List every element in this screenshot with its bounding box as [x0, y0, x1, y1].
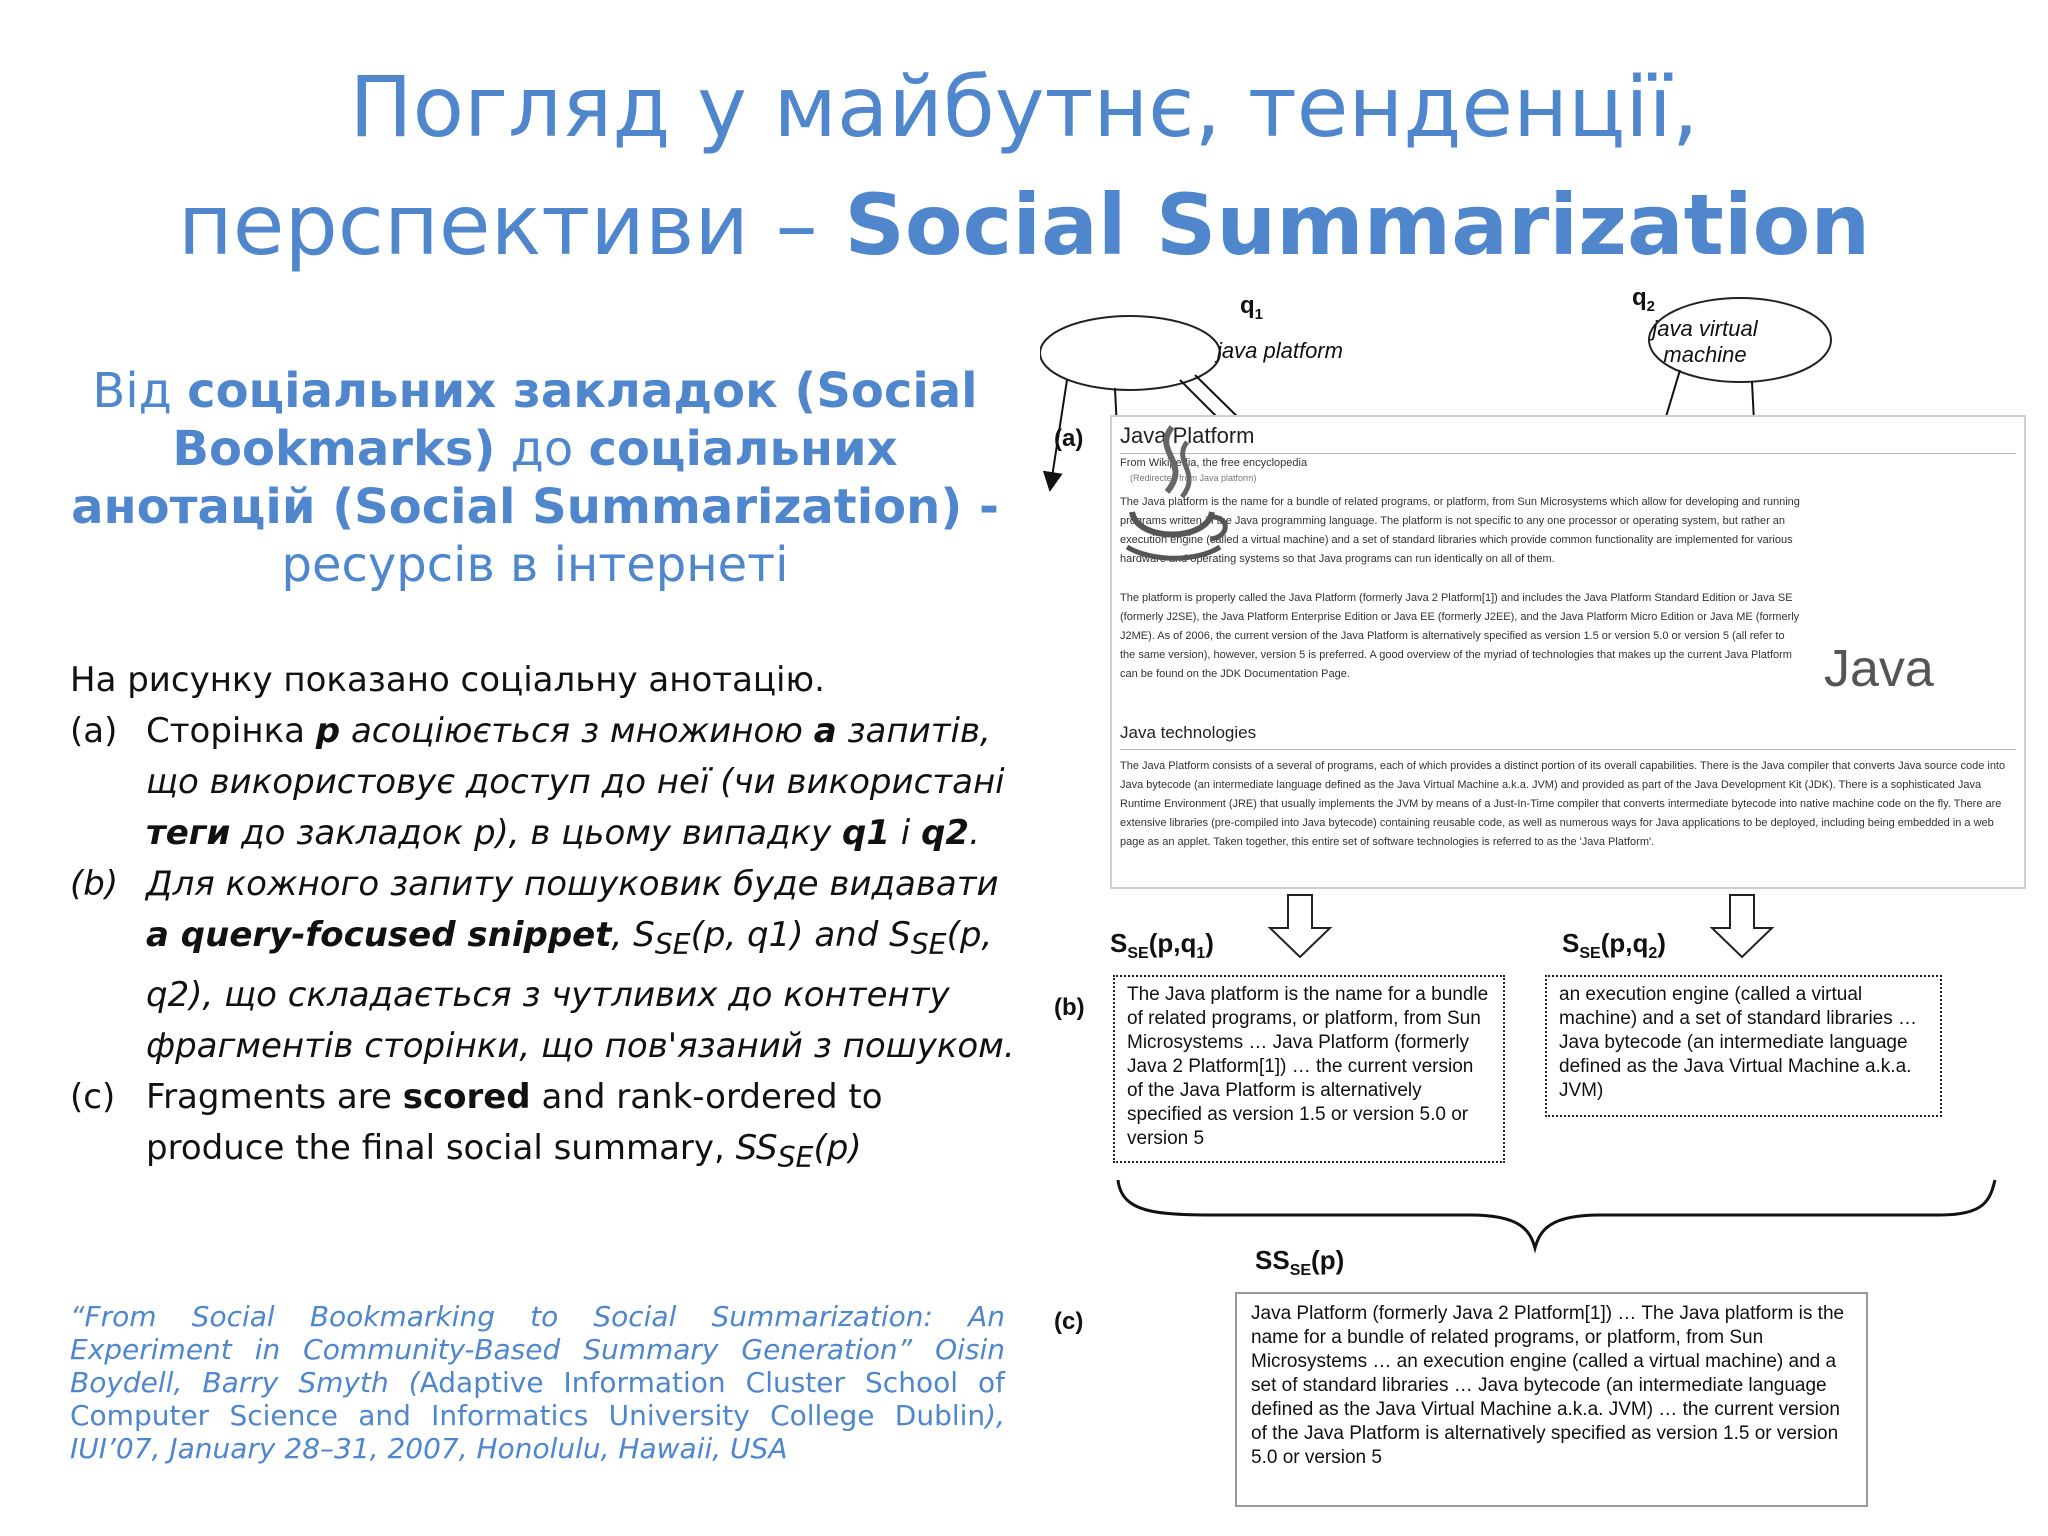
- snippet-q2-args: (p,q: [1600, 928, 1649, 958]
- body-text: [70, 655, 1030, 1183]
- title-line-1: Погляд у майбутнє, тенденції,: [349, 58, 1699, 156]
- intro-line: На рисунку показано соціальну анотацію.: [70, 660, 825, 700]
- list-item-c: [70, 1072, 1030, 1183]
- subtitle: [70, 362, 1000, 594]
- q2-oval-text: java virtual machine: [1652, 316, 1758, 367]
- figure-label-c: (c): [1054, 1308, 1084, 1335]
- item-b-text: [146, 859, 1030, 1072]
- item-c-b1: scored: [402, 1076, 531, 1117]
- citation-part2: Adaptive Information Cluster School of Computer Science and Informatics University College Dublin: [70, 1366, 1005, 1432]
- wiki-redirect: (Redirected from Java platform): [1130, 473, 1257, 483]
- social-summary-ss: SS: [1255, 1245, 1290, 1275]
- item-b-b1: a query-focused snippet: [146, 915, 612, 955]
- social-summary-box: Java Platform (formerly Java 2 Platform[1]) … The Java platform is the name for a bundle of related programs, or platform, from Sun Microsystems … an execution engine (called a virtual machine) and a set of standard libraries … Java bytecode (an intermediate language defined as the Java Virtual Machine a.k.a. JVM) … the current version of the Java Platform is alternatively specified as version 1.5 or version 5.0 or version 5: [1235, 1292, 1868, 1507]
- wiki-page-excerpt: [1110, 415, 2026, 889]
- snippet-q1-label: [1110, 928, 1214, 963]
- q2-label: [1632, 284, 1655, 315]
- item-c-t2: and rank-ordered to produce the final social summary,: [146, 1076, 883, 1168]
- citation-part1: “From Social Bookmarking to Social Summarization: An Experiment in Community-Based Summary Generation” Oisin Boydell, Barry Smyth (: [70, 1300, 1005, 1399]
- item-a-t4: до закладок p), в цьому випадку: [230, 813, 842, 853]
- q1-oval-text: java platform: [1217, 338, 1343, 363]
- wiki-from: From Wikipedia, the free encyclopedia: [1120, 457, 1308, 469]
- item-c-t4: (p): [813, 1127, 862, 1168]
- q1-letter: q: [1240, 292, 1255, 319]
- snippet-q2-sub: SE: [1579, 945, 1601, 963]
- snippet-q2-q: 2: [1648, 945, 1658, 963]
- item-a-b4: q1: [842, 813, 890, 853]
- snippet-q1-q: 1: [1196, 945, 1206, 963]
- q2-sub: 2: [1646, 297, 1656, 315]
- citation: [70, 1300, 1005, 1465]
- figure-label-b: (b): [1054, 994, 1085, 1021]
- list-item-b: [70, 859, 1030, 1072]
- java-logo-word: Java: [1824, 640, 1934, 698]
- item-a-label: (a): [70, 711, 118, 751]
- item-b-sub1: SE: [654, 927, 691, 961]
- curly-brace: [1118, 1180, 1995, 1248]
- wiki-paragraph-1: The Java platform is the name for a bundle of related programs, or platform, from Sun Microsystems which allow for developing and running programs written in the Java programming language. The platform is not specific to any one processor or operating system, but rather an execution engine (called a virtual machine) and a set of standard libraries which provide common functionality are implemented for various hardware and operating systems so that Java programs can run identically on all of them.: [1120, 496, 1800, 565]
- item-b-label: (b): [70, 864, 119, 904]
- wiki-heading-rule: [1120, 749, 2016, 750]
- item-a-t2: асоціюється з множиною: [340, 711, 814, 751]
- snippet-q2-s: S: [1562, 928, 1580, 958]
- down-arrow-right: [1712, 895, 1772, 957]
- q2-letter: q: [1632, 284, 1647, 311]
- item-b-t3: (p, q1) and S: [690, 915, 911, 955]
- subtitle-p3: ресурсів в інтернеті: [281, 537, 789, 593]
- subtitle-p1: Від: [92, 363, 188, 419]
- social-summary-sub: SE: [1289, 1262, 1312, 1280]
- item-a-t5: і: [890, 813, 922, 853]
- down-arrow-left: [1270, 895, 1330, 957]
- wiki-title-rule: [1120, 453, 2016, 454]
- item-a-t3: запитів, що використовує доступ до неї (чи використані: [146, 711, 1005, 802]
- item-c-sub: SE: [777, 1140, 814, 1174]
- subtitle-b1: соціальних закладок (Social Bookmarks): [172, 363, 978, 477]
- wiki-paragraph-2: The platform is properly called the Java Platform (formerly Java 2 Platform[1]) and includes the Java Platform Standard Edition or Java SE (formerly J2SE), the Java Platform Enterprise Edition or Java EE (formerly J2EE), and the Java Platform Micro Edition or Java ME (formerly J2ME). As of 2006, the current version of the Java Platform is alternatively specified as version 1.5 or version 5.0 or version 5 (all refer to the same version), however, version 5 is preferred. A good overview of the myriad of technologies that makes up the current Java Platform can be found on the JDK Documentation Page.: [1120, 592, 1800, 680]
- item-b-t1: Для кожного запиту пошуковик буде видавати: [146, 864, 999, 904]
- item-a-text: [146, 706, 1030, 859]
- wiki-paragraph-3: The Java Platform consists of a several of programs, each of which provides a distinct portion of its overall capabilities. There is the Java compiler that converts Java source code into Java bytecode (an intermediate language defined as the Java Virtual Machine a.k.a. JVM) and provided as part of the Java Development Kit (JDK). There is a sophisticated Java Runtime Environment (JRE) that usually implements the JVM by means of a Just-In-Time compiler that converts intermediate bytecode into native machine code on the fly. There are extensive libraries (pre-compiled into Java bytecode) containing reusable code, as well as numerous ways for Java applications to be deployed, including being embedded in a web page as an applet. Taken together, this entire set of software technologies is referred to as the 'Java Platform'.: [1120, 760, 2006, 848]
- item-c-t3: SS: [735, 1127, 778, 1168]
- title-line-2: [0, 166, 2048, 284]
- item-b-sub2: SE: [910, 927, 947, 961]
- social-summary-args: (p): [1311, 1245, 1345, 1275]
- snippet-q2-close: ): [1657, 928, 1666, 958]
- slide-title: [0, 48, 2048, 284]
- wiki-heading-technologies: Java technologies: [1120, 723, 1257, 742]
- snippet-q1-close: ): [1205, 928, 1214, 958]
- item-a-t6: .: [969, 813, 980, 853]
- wiki-title: Java Platform: [1120, 423, 1255, 448]
- social-summary-label: [1255, 1245, 1344, 1280]
- figure-label-a: (a): [1054, 425, 1084, 452]
- snippet-q2-label: [1562, 928, 1666, 963]
- figure: [1040, 280, 2040, 1520]
- snippet-q1-s: S: [1110, 928, 1128, 958]
- title-line-2-plain: перспективи –: [177, 176, 845, 274]
- item-a-b5: q2: [921, 813, 970, 853]
- item-b-t2: , S: [611, 915, 655, 955]
- item-c-t1: Fragments are: [146, 1076, 403, 1117]
- item-b-t4: (p, q2), що складається з чутливих до контенту фрагментів сторінки, що пов'язаний з пошуком.: [146, 915, 1015, 1066]
- snippet-q1-args: (p,q: [1148, 928, 1197, 958]
- java-cup-icon: [1112, 417, 1232, 617]
- list-item-a: [70, 706, 1030, 859]
- snippet-q1-box: The Java platform is the name for a bundle of related programs, or platform, from Sun Microsystems … Java Platform (formerly Java 2 Platform[1]) … the current version of the Java Platform is alternatively specified as version 1.5 or version 5.0 or version 5: [1113, 975, 1505, 1163]
- item-a-b2: a: [813, 711, 837, 751]
- item-a-t1: Сторінка: [146, 711, 316, 751]
- item-a-b3: теги: [146, 813, 231, 853]
- snippet-q2-box: an execution engine (called a virtual machine) and a set of standard libraries … Java bytecode (an intermediate language defined as the Java Virtual Machine a.k.a. JVM): [1545, 975, 1942, 1117]
- item-a-b1: p: [315, 711, 341, 751]
- q1-sub: 1: [1254, 305, 1264, 323]
- snippet-q1-sub: SE: [1127, 945, 1149, 963]
- title-line-2-bold: Social Summarization: [844, 176, 1871, 274]
- q1-label: [1240, 292, 1263, 323]
- subtitle-b2: соціальних анотацій (Social Summarization) -: [71, 421, 999, 535]
- item-c-text: [146, 1072, 1030, 1183]
- down-arrows: [1270, 895, 1772, 957]
- subtitle-p2: до: [495, 421, 589, 477]
- citation-part3: ), IUI’07, January 28–31, 2007, Honolulu, Hawaii, USA: [70, 1399, 1005, 1465]
- item-c-label: (c): [70, 1076, 116, 1117]
